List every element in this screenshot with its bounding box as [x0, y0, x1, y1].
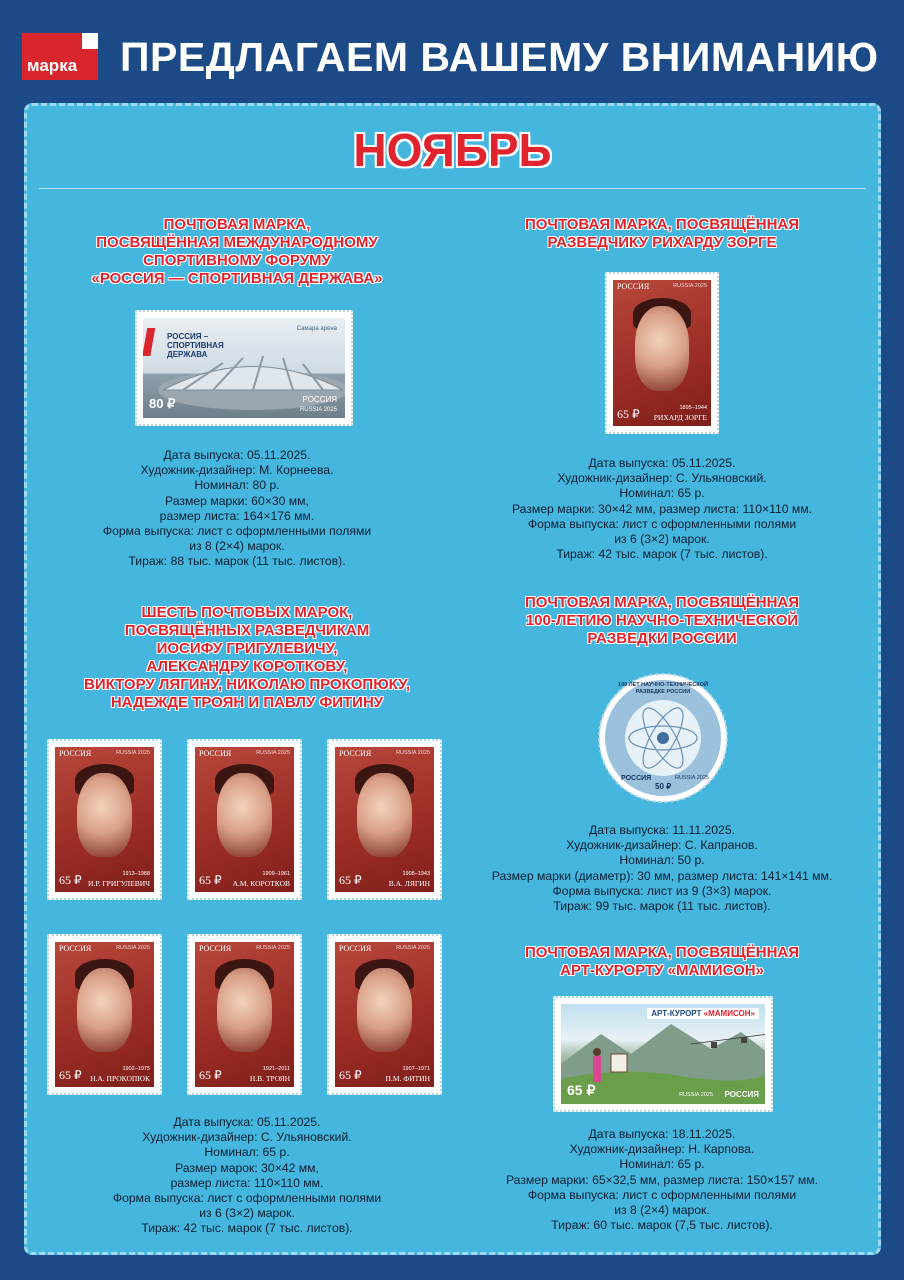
- stamp-year: RUSSIA 2025: [256, 750, 290, 756]
- stamp-years: 1909–1961: [262, 871, 290, 877]
- header: [0, 0, 904, 100]
- stamp-person-name: Н.В. ТРОЯН: [249, 1074, 290, 1083]
- portrait-face: [635, 306, 690, 391]
- stamp-year: RUSSIA 2025: [673, 283, 707, 289]
- stamp-country: РОССИЯ: [339, 749, 372, 758]
- stamp-grigulevich: [47, 739, 162, 900]
- stamp-denomination: 65 ₽: [199, 873, 222, 887]
- month-title: НОЯБРЬ: [353, 124, 552, 176]
- stamp-country: РОССИЯ: [199, 944, 232, 953]
- stamp-country: РОССИЯ: [59, 749, 92, 758]
- section-sorge-info: [472, 456, 852, 562]
- stamp-years: 1913–1988: [122, 871, 150, 877]
- section-title: ПОЧТОВАЯ МАРКА, ПОСВЯЩЁННАЯ РАЗВЕДЧИКУ РИХАРДУ ЗОРГЕ: [524, 216, 800, 251]
- stamp-mamison: [553, 996, 773, 1112]
- stamp-years: 1907–1971: [402, 1066, 430, 1072]
- portrait-face: [217, 773, 272, 857]
- section-six: [47, 604, 447, 712]
- stamp-country: РОССИЯ: [199, 749, 232, 758]
- stamp-tech: [597, 672, 729, 804]
- section-six-info: [47, 1115, 447, 1237]
- stamp-denomination: 65 ₽: [199, 1068, 222, 1082]
- stamp-years: 1908–1943: [402, 871, 430, 877]
- stamp-year: RUSSIA 2025: [396, 750, 430, 756]
- section-tech-info: [472, 823, 852, 914]
- stamp-country: РОССИЯ: [339, 944, 372, 953]
- stamp-country: РОССИЯ: [724, 1090, 759, 1099]
- stamp-denomination: 65 ₽: [59, 873, 82, 887]
- stamp-denomination: 65 ₽: [567, 1082, 596, 1098]
- section-title: ШЕСТЬ ПОЧТОВЫХ МАРОК, ПОСВЯЩЁННЫХ РАЗВЕДЧИКАМ ИОСИФУ ГРИГУЛЕВИЧУ, АЛЕКСАНДРУ КОРОТКОВУ, ВИКТОРУ ЛЯГИНУ, НИКОЛАЮ ПРОКОПЮКУ, НАДЕЖДЕ ТРОЯН И ПАВЛУ ФИТИНУ: [83, 604, 411, 711]
- banner-prefix: АРТ-КУРОРТ: [651, 1009, 702, 1018]
- portrait-face: [77, 773, 132, 857]
- stamp-info: Дата выпуска: 05.11.2025. Художник-дизайнер: С. Ульяновский. Номинал: 65 р. Размер марки: 30×42 мм, размер листа: 110×110 мм. Форма выпуска: лист с оформленными полями из 6 (3×2) марок. Тираж: 42 тыс. марок (7 тыс. листов).: [511, 456, 813, 562]
- stamp-country: РОССИЯ: [617, 282, 650, 291]
- stamp-forum: [135, 310, 353, 426]
- section-forum: [47, 216, 427, 288]
- stamp-banner: [647, 1008, 759, 1019]
- stamp-year: RUSSIA 2025: [256, 945, 290, 951]
- content-panel: [24, 103, 881, 1255]
- stamp-person-name: А.М. КОРОТКОВ: [232, 879, 290, 888]
- page-title: ПРЕДЛАГАЕМ ВАШЕМУ ВНИМАНИЮ: [120, 34, 879, 80]
- stamp-info: Дата выпуска: 11.11.2025. Художник-дизайнер: С. Капранов. Номинал: 50 р. Размер марки (диаметр): 30 мм, размер листа: 141×141 мм. Форма выпуска: лист из 9 (3×3) марок. Тираж: 99 тыс. марок (11 тыс. листов).: [491, 823, 833, 914]
- section-mamison: [472, 944, 852, 980]
- stamp-person-name: Н.А. ПРОКОПЮК: [90, 1074, 150, 1083]
- stamp-country: РОССИЯ: [621, 775, 652, 782]
- portrait-face: [217, 968, 272, 1052]
- stamp-year: RUSSIA 2025: [679, 1092, 713, 1098]
- portrait-face: [77, 968, 132, 1052]
- stamp-denomination: 50 ₽: [655, 782, 672, 791]
- stamp-korotkov: [187, 739, 302, 900]
- section-forum-info: [47, 448, 427, 570]
- stamp-years: 1921–2011: [262, 1066, 290, 1072]
- stamp-country: РОССИЯ: [302, 395, 337, 404]
- stamp-logo-text: РОССИЯ – СПОРТИВНАЯ ДЕРЖАВА: [167, 332, 224, 359]
- stamp-caption: Самара арена: [296, 326, 337, 332]
- stamp-year: RUSSIA 2025: [675, 775, 709, 781]
- marka-logo: [22, 33, 98, 80]
- stamp-prokopyuk: [47, 934, 162, 1095]
- stamp-years: 1895–1944: [679, 405, 707, 411]
- stamp-year: RUSSIA 2025: [116, 945, 150, 951]
- stamp-info: Дата выпуска: 05.11.2025. Художник-дизайнер: С. Ульяновский. Номинал: 65 р. Размер марок: 30×42 мм, размер листа: 110×110 мм. Форма выпуска: лист с оформленными полями из 6 (3×2) марок. Тираж: 42 тыс. марок (7 тыс. листов).: [112, 1115, 382, 1236]
- stamp-info: Дата выпуска: 05.11.2025. Художник-дизайнер: М. Корнеева. Номинал: 80 р. Размер марки: 60×30 мм, размер листа: 164×176 мм. Форма выпуска: лист с оформленными полями из 8 (2×4) марок. Тираж: 88 тыс. марок (11 тыс. листов).: [102, 448, 372, 569]
- stamp-lyagin: [327, 739, 442, 900]
- stamp-person-name: В.А. ЛЯГИН: [388, 879, 430, 888]
- section-title: ПОЧТОВАЯ МАРКА, ПОСВЯЩЁННАЯ АРТ-КУРОРТУ «МАМИСОН»: [524, 944, 800, 979]
- stamp-sorge: [605, 272, 719, 434]
- stamp-denomination: 80 ₽: [149, 396, 176, 411]
- stamp-year: RUSSIA 2025: [116, 750, 150, 756]
- portrait-face: [357, 773, 412, 857]
- stamp-denomination: 65 ₽: [339, 873, 362, 887]
- stamp-country: РОССИЯ: [59, 944, 92, 953]
- stamp-years: 1902–1975: [122, 1066, 150, 1072]
- stamp-info: Дата выпуска: 18.11.2025. Художник-дизайнер: Н. Карпова. Номинал: 65 р. Размер марки: 65×32,5 мм, размер листа: 150×157 мм. Форма выпуска: лист с оформленными полями из 8 (2×4) марок. Тираж: 60 тыс. марок (7,5 тыс. листов).: [505, 1127, 819, 1233]
- section-title: ПОЧТОВАЯ МАРКА, ПОСВЯЩЁННАЯ МЕЖДУНАРОДНОМУ СПОРТИВНОМУ ФОРУМУ «РОССИЯ — СПОРТИВНАЯ ДЕРЖАВА»: [91, 216, 383, 287]
- stamp-person-name: П.М. ФИТИН: [385, 1074, 430, 1083]
- banner-name: «МАМИСОН»: [703, 1009, 755, 1018]
- stamp-person-name: И.Р. ГРИГУЛЕВИЧ: [88, 879, 150, 888]
- section-sorge: [472, 216, 852, 252]
- stamp-fitin: [327, 934, 442, 1095]
- stamp-person-name: РИХАРД ЗОРГЕ: [653, 413, 707, 422]
- section-tech: [472, 594, 852, 648]
- stamp-denomination: 65 ₽: [617, 407, 640, 421]
- stamp-year: RUSSIA 2025: [396, 945, 430, 951]
- stamp-ring-text: 100 ЛЕТ НАУЧНО-ТЕХНИЧЕСКОЙ РАЗВЕДКЕ РОССИИ: [618, 682, 708, 695]
- divider: [39, 188, 866, 189]
- stamp-denomination: 65 ₽: [59, 1068, 82, 1082]
- logo-text: марка: [27, 56, 78, 75]
- section-mamison-info: [472, 1127, 852, 1233]
- stamp-year: RUSSIA 2025: [299, 407, 337, 413]
- stamp-denomination: 65 ₽: [339, 1068, 362, 1082]
- stamp-troyan: [187, 934, 302, 1095]
- portrait-face: [357, 968, 412, 1052]
- section-title: ПОЧТОВАЯ МАРКА, ПОСВЯЩЁННАЯ 100-ЛЕТИЮ НАУЧНО-ТЕХНИЧЕСКОЙ РАЗВЕДКИ РОССИИ: [524, 594, 800, 647]
